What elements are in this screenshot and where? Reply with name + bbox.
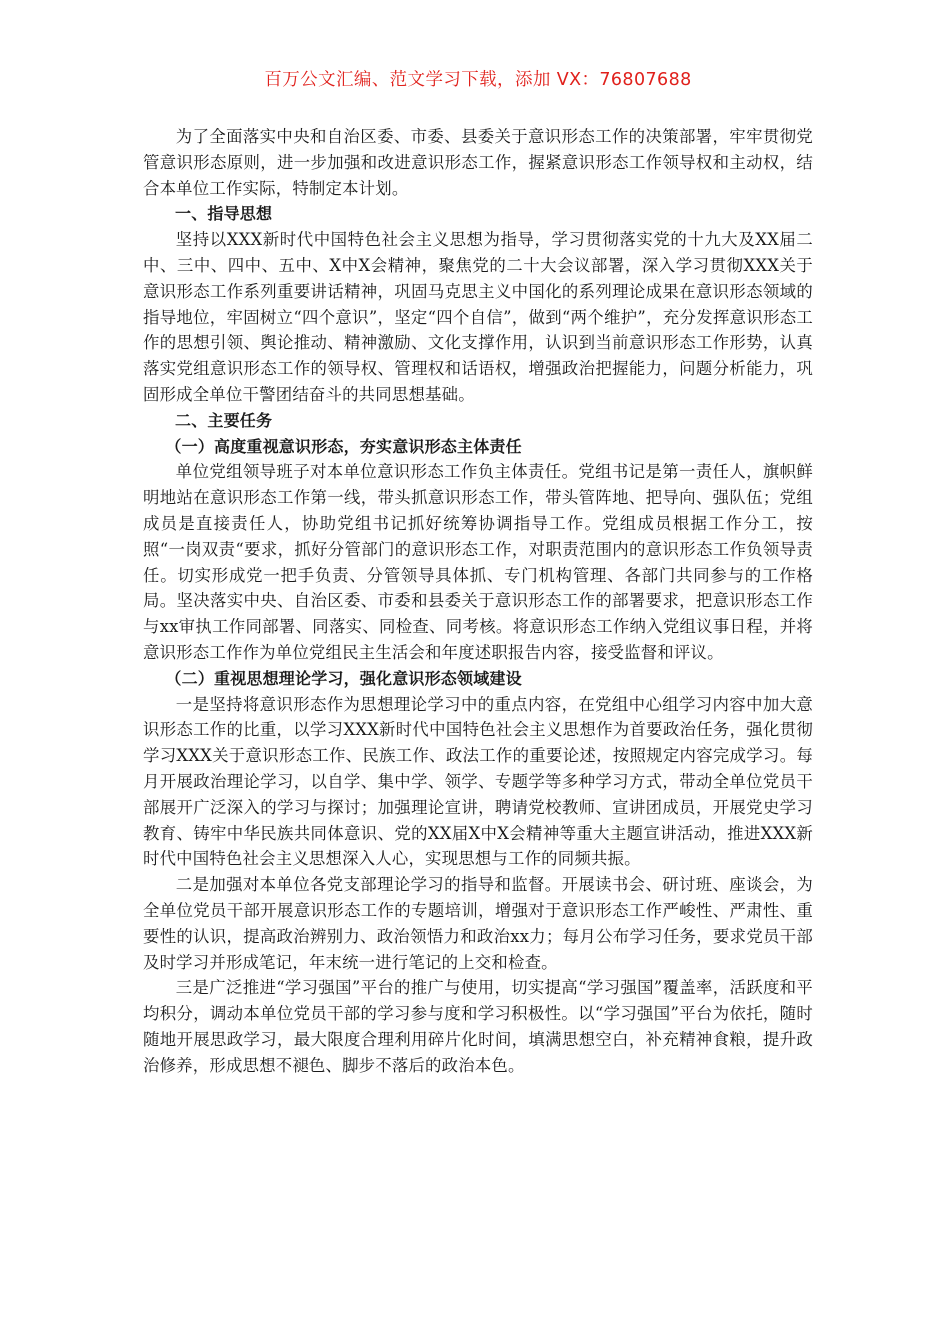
section-heading-main-tasks: 二、主要任务: [175, 410, 273, 430]
section-heading-guiding-ideology: 一、指导思想: [175, 204, 273, 224]
subsection-1-paragraph: 单位党组领导班子对本单位意识形态工作负主体责任。党组书记是第一责任人，旗帜鲜明地站在意识形态工作第一线，带头抓意识形态工作，带头管阵地、把导向、强队伍；党组成员是直接责任人，协助党组书记抓好统筹协调指导工作。党组成员根据工作分工，按照“一岗双责“要求，抓好分管部门的意识形态工作，对职责范围内的意识形态工作负领导责任。切实形成党一把手负责、分管领导具体抓、专门机构管理、各部门共同参与的工作格局。坚决落实中央、自治区委、市委和县委关于意识形态工作的部署要求，把意识形态工作与xx审执工作同部署、同落实、同检查、同考核。将意识形态工作纳入党组议事日程，并将意识形态工作作为单位党组民主生活会和年度述职报告内容，接受监督和评议。: [143, 462, 813, 662]
intro-paragraph: 为了全面落实中央和自治区委、市委、县委关于意识形态工作的决策部署，牢牢贯彻党管意识形态原则，进一步加强和改进意识形态工作，握紧意识形态工作领导权和主动权，结合本单位工作实际，特制定本计划。: [143, 127, 813, 198]
promo-banner: 百万公文汇编、范文学习下载，添加 VX：76807688: [264, 70, 692, 90]
subsection-2-paragraph-2: 二是加强对本单位各党支部理论学习的指导和监督。开展读书会、研讨班、座谈会，为全单位党员干部开展意识形态工作的专题培训，增强对于意识形态工作严峻性、严肃性、重要性的认识，提高政治辨别力、政治领悟力和政治xx力；每月公布学习任务，要求党员干部及时学习并形成笔记，年末统一进行笔记的上交和检查。: [143, 875, 813, 972]
guiding-ideology-paragraph: 坚持以XXX新时代中国特色社会主义思想为指导，学习贯彻落实党的十九大及XX届二中、三中、四中、五中、X中X会精神，聚焦党的二十大会议部署，深入学习贯彻XXX关于意识形态工作系列重要讲话精神，巩固马克思主义中国化的系列理论成果在意识形态领域的指导地位，牢固树立“四个意识”，坚定“四个自信”，做到“两个维护”，充分发挥意识形态工作的思想引领、舆论推动、精神激励、文化支撑作用，认识到当前意识形态工作形势，认真落实党组意识形态工作的领导权、管理权和话语权，增强政治把握能力，问题分析能力，巩固形成全单位干警团结奋斗的共同思想基础。: [143, 230, 813, 404]
document-body: [143, 124, 813, 1078]
subsection-heading-2: （二）重视思想理论学习，强化意识形态领域建设: [165, 668, 522, 688]
subsection-2-paragraph-3: 三是广泛推进“学习强国”平台的推广与使用，切实提高“学习强国”覆盖率，活跃度和平均积分，调动本单位党员干部的学习参与度和学习积极性。以“学习强国”平台为依托，随时随地开展思政学习，最大限度合理利用碎片化时间，填满思想空白，补充精神食粮，提升政治修养，形成思想不褪色、脚步不落后的政治本色。: [143, 978, 813, 1075]
subsection-heading-1: （一）高度重视意识形态，夯实意识形态主体责任: [165, 436, 522, 456]
subsection-2-paragraph-1: 一是坚持将意识形态作为思想理论学习中的重点内容，在党组中心组学习内容中加大意识形态工作的比重，以学习XXX新时代中国特色社会主义思想作为首要政治任务，强化贯彻学习XXX关于意识形态工作、民族工作、政法工作的重要论述，按照规定内容完成学习。每月开展政治理论学习，以自学、集中学、领学、专题学等多种学习方式，带动全单位党员干部展开广泛深入的学习与探讨；加强理论宣讲，聘请党校教师、宣讲团成员，开展党史学习教育、铸牢中华民族共同体意识、党的XX届X中X会精神等重大主题宣讲活动，推进XXX新时代中国特色社会主义思想深入人心，实现思想与工作的同频共振。: [143, 694, 813, 869]
